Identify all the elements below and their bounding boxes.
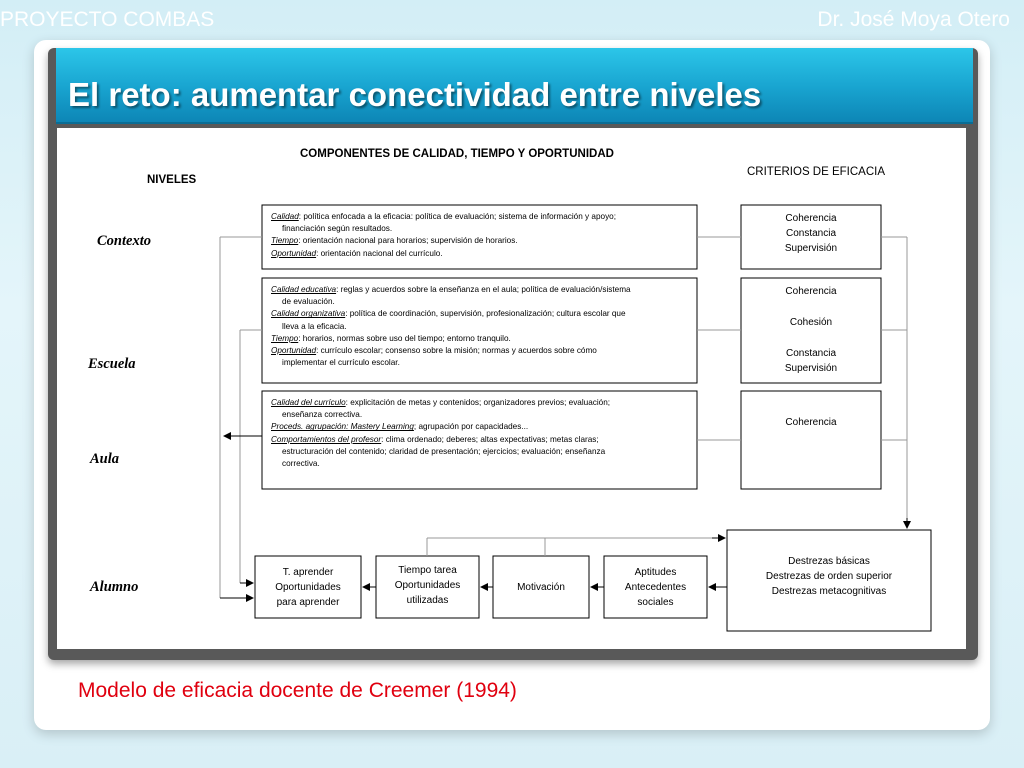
criterion: Coherencia <box>785 213 837 224</box>
t-aprender-text: T. aprender Oportunidades para aprender <box>275 567 341 608</box>
level-aula: Aula <box>90 451 120 467</box>
school-components-text <box>271 284 631 369</box>
criterion: Supervisión <box>784 363 838 374</box>
diagram-heading: COMPONENTES DE CALIDAD, TIEMPO Y OPORTUNIDAD <box>300 148 614 160</box>
component-line: Tiempo: horarios, normas sobre uso del tiempo; entorno tranquilo. <box>271 333 511 343</box>
classroom-components-text <box>271 397 610 470</box>
component-line: de evaluación. <box>282 297 335 307</box>
component-line: lleva a la eficacia. <box>282 321 347 331</box>
criterion: Cohesión <box>789 317 833 328</box>
component-line: Proceds. agrupación: Mastery Learning; agrupación por capacidades... <box>271 422 529 432</box>
destrezas-text: Destrezas básicas Destrezas de orden superior Destrezas metacognitivas <box>765 556 893 597</box>
component-line: Oportunidad: orientación nacional del currículo. <box>271 248 443 258</box>
context-criteria-text <box>741 211 881 256</box>
component-line: correctiva. <box>282 459 320 469</box>
criterion: Coherencia <box>785 417 837 428</box>
component-line: Oportunidad: currículo escolar; consenso sobre la misión; normas y acuerdos sobre cómo <box>271 346 597 356</box>
component-line: Calidad del currículo: explicitación de metas y contenidos; organizadores previos; evaluación; <box>271 398 611 407</box>
author-name: Dr. José Moya Otero <box>817 8 1010 31</box>
motivacion-text: Motivación <box>517 582 565 593</box>
component-line: Calidad organizativa: política de coordinación, supervisión, profesionalización; cultura escolar que <box>271 309 626 319</box>
slide-title: El reto: aumentar conectividad entre niveles <box>68 76 762 113</box>
level-escuela: Escuela <box>88 356 136 372</box>
component-line: enseñanza correctiva. <box>282 410 363 420</box>
component-line: Calidad educativa: reglas y acuerdos sobre la enseñanza en el aula; política de evaluación/sistema <box>271 285 631 294</box>
figure-caption: Modelo de eficacia docente de Creemer (1994) <box>78 679 517 702</box>
project-name: PROYECTO COMBAS <box>0 8 215 31</box>
component-line: estructuración del contenido; claridad de presentación; ejercicios; evaluación; enseñanza <box>282 446 606 456</box>
level-contexto: Contexto <box>97 233 151 249</box>
component-line: implementar el currículo escolar. <box>282 358 400 368</box>
component-line: Tiempo: orientación nacional para horarios; supervisión de horarios. <box>271 236 518 246</box>
criterion: Coherencia <box>785 286 837 297</box>
component-line: financiación según resultados. <box>282 224 393 234</box>
creemer-diagram <box>57 128 966 649</box>
classroom-criteria-box <box>741 391 881 489</box>
context-components-text <box>271 211 616 260</box>
criterion: Constancia <box>785 228 837 239</box>
level-alumno: Alumno <box>90 579 139 595</box>
component-line: Calidad: política enfocada a la eficacia: política de evaluación; sistema de información y apoyo; <box>271 212 616 221</box>
criteria-heading: CRITERIOS DE EFICACIA <box>747 166 886 178</box>
classroom-criteria-text <box>741 415 881 430</box>
criterion: Supervisión <box>784 243 838 254</box>
school-criteria-text <box>741 284 881 376</box>
aptitudes-text: Aptitudes Antecedentes sociales <box>624 567 687 608</box>
criterion: Constancia <box>785 348 837 359</box>
tiempo-tarea-text: Tiempo tarea Oportunidades utilizadas <box>394 565 461 606</box>
component-line: Comportamientos del profesor: clima ordenado; deberes; altas expectativas; metas claras; <box>271 434 599 444</box>
levels-heading: NIVELES <box>147 174 197 186</box>
